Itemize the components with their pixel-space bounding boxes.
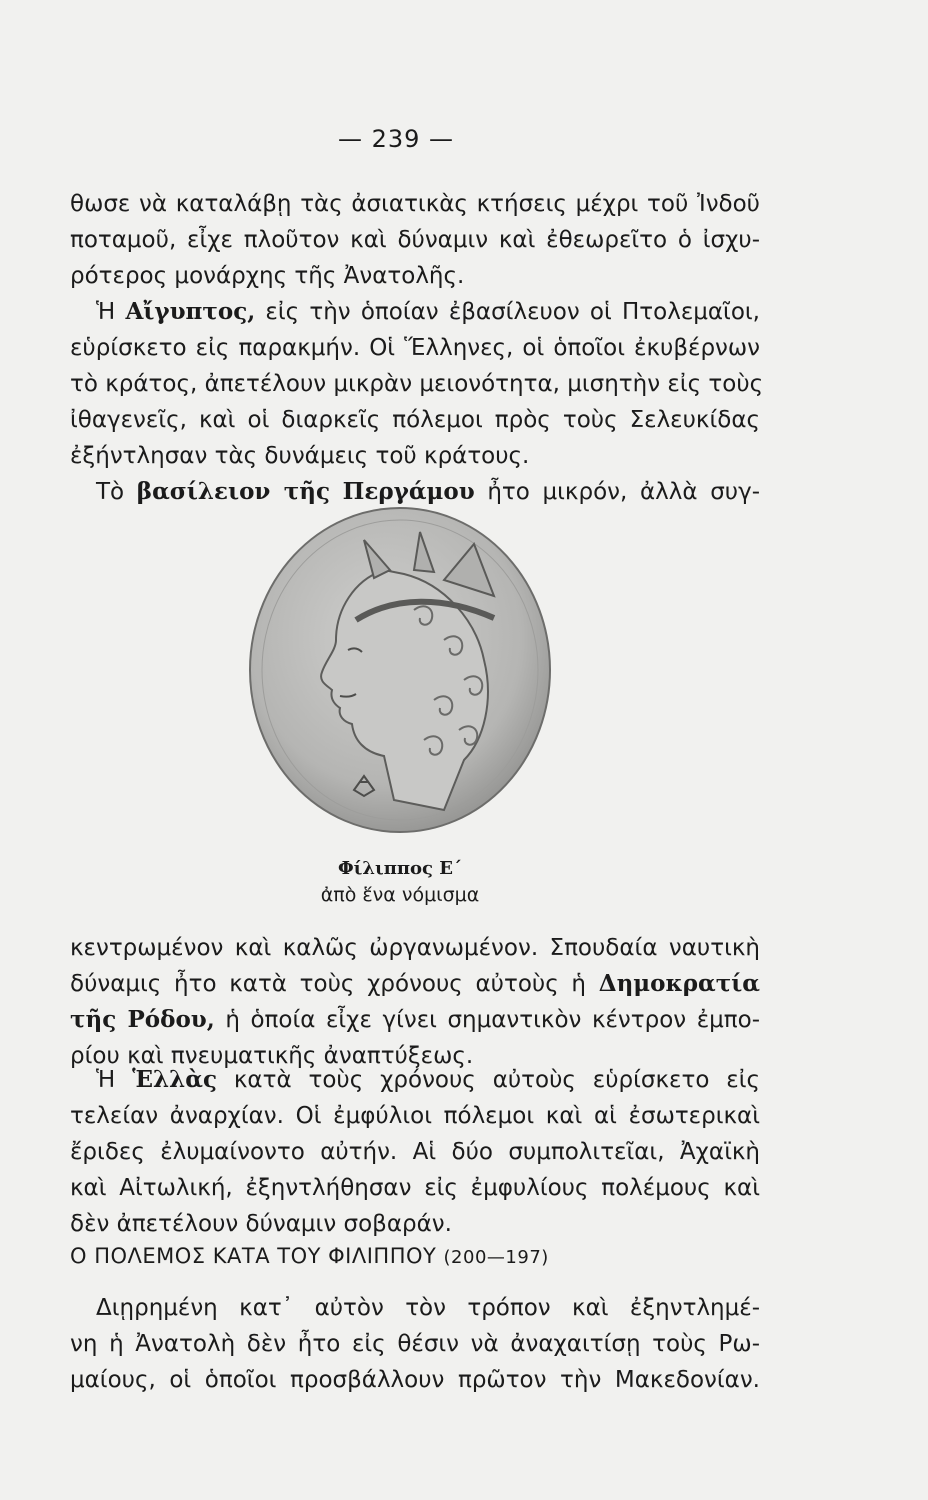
text-line: τῆς Ρόδου, ἡ ὁποία εἶχε γίνει σημαντικὸν κέντρον ἐμπο-	[70, 1006, 760, 1033]
text-line: ἰθαγενεῖς, καὶ οἱ διαρκεῖς πόλεμοι πρὸς τοὺς Σελευκίδας	[70, 407, 760, 433]
section-heading-dates: (200—197)	[443, 1247, 549, 1268]
paragraph-division	[70, 1290, 760, 1398]
text-line: ρότερος μονάρχης τῆς Ἀνατολῆς.	[70, 263, 465, 289]
text-line: δὲν ἀπετέλουν δύναμιν σοβαράν.	[70, 1211, 452, 1237]
section-heading-title: Ο ΠΟΛΕΜΟΣ ΚΑΤΑ ΤΟΥ ΦΙΛΙΠΠΟΥ	[70, 1244, 437, 1268]
figure-caption-subtitle: ἀπὸ ἕνα νόμισμα	[320, 884, 480, 906]
paragraph-rhodes	[70, 930, 760, 1074]
text-line: θωσε νὰ καταλάβῃ τὰς ἀσιατικὰς κτήσεις μέχρι τοῦ Ἰνδοῦ	[70, 191, 760, 217]
figure-caption-title: Φίλιππος Ε΄	[337, 858, 463, 879]
text-line: μαίους, οἱ ὁποῖοι προσβάλλουν πρῶτον τὴν Μακεδονίαν.	[70, 1367, 760, 1393]
paragraph-greece	[70, 1062, 760, 1242]
paragraph-persia	[70, 186, 760, 294]
text-line: Ἡ Αἴγυπτος, εἰς τὴν ὁποίαν ἐβασίλευον οἱ Πτολεμαῖοι,	[96, 298, 760, 325]
text-line: καὶ Αἰτωλική, ἐξηντλήθησαν εἰς ἐμφυλίους πολέμους καὶ	[70, 1175, 760, 1201]
text-line: τελείαν ἀναρχίαν. Οἱ ἐμφύλιοι πόλεμοι καὶ αἱ ἐσωτερικαὶ	[70, 1103, 760, 1129]
page-number: — 239 —	[337, 125, 455, 153]
bold-term-rhodes: τῆς Ρόδου,	[70, 1006, 215, 1033]
paragraph-egypt	[70, 294, 764, 474]
bold-term-greece: Ἑλλὰς	[132, 1066, 217, 1093]
text-line: νη ἡ Ἀνατολὴ δὲν ἦτο εἰς θέσιν νὰ ἀναχαιτίσῃ τοὺς Ρω-	[70, 1331, 760, 1357]
bold-term-pergamon: Περγάμου	[342, 478, 475, 505]
text-line: ποταμοῦ, εἶχε πλοῦτον καὶ δύναμιν καὶ ἐθεωρεῖτο ὁ ἰσχυ-	[70, 227, 760, 253]
text-line: κεντρωμένον καὶ καλῶς ὠργανωμένον. Σπουδαία ναυτικὴ	[70, 935, 760, 961]
coin-portrait-illustration	[244, 500, 556, 840]
text-line: εὑρίσκετο εἰς παρακμήν. Οἱ Ἕλληνες, οἱ ὁποῖοι ἐκυβέρνων	[70, 335, 760, 361]
text-line: Τὸ βασίλειον τῆς Περγάμου ἦτο μικρόν, ἀλλὰ συγ-	[96, 478, 761, 505]
text-line: Ἡ Ἑλλὰς κατὰ τοὺς χρόνους αὐτοὺς εὑρίσκετο εἰς	[96, 1066, 761, 1093]
bold-term-kingdom: βασίλειον τῆς	[136, 478, 330, 505]
bold-term-republic: Δημοκρατία	[598, 970, 760, 997]
text-line: Διῃρημένη κατ᾽ αὐτὸν τὸν τρόπον καὶ ἐξηντλημέ-	[96, 1295, 760, 1321]
text-line: ἐξήντλησαν τὰς δυνάμεις τοῦ κράτους.	[70, 443, 530, 469]
text-line: ἔριδες ἐλυμαίνοντο αὐτήν. Αἱ δύο συμπολιτεῖαι, Ἀχαϊκὴ	[70, 1139, 760, 1165]
coin-image	[244, 500, 556, 840]
text-line: ρίου καὶ πνευματικῆς ἀναπτύξεως.	[70, 1043, 474, 1069]
section-heading	[70, 1244, 760, 1268]
text-line: τὸ κράτος, ἀπετέλουν μικρὰν μειονότητα, μισητὴν εἰς τοὺς	[70, 371, 764, 397]
bold-term-egypt: Αἴγυπτος,	[125, 298, 256, 325]
text-line: δύναμις ἦτο κατὰ τοὺς χρόνους αὐτοὺς ἡ Δημοκρατία	[70, 970, 760, 997]
